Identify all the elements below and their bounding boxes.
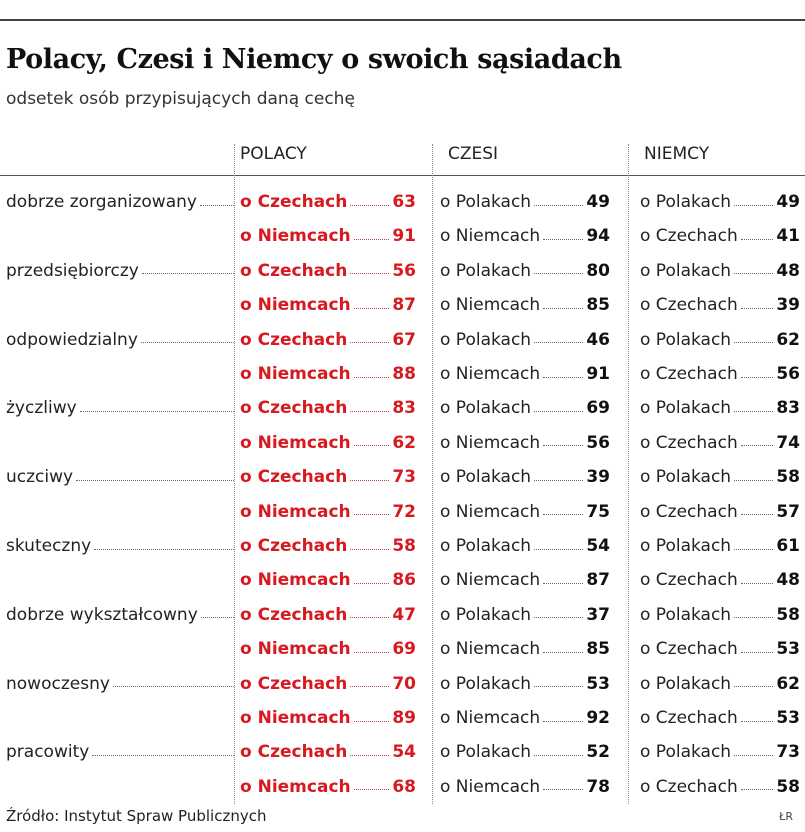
value-label: 85 — [586, 295, 610, 316]
subject-label: o Niemcach — [240, 432, 351, 453]
value-label: 54 — [392, 742, 416, 763]
subject-label: o Polakach — [440, 536, 532, 556]
value-label: 56 — [776, 364, 800, 384]
value-label: 87 — [586, 570, 610, 591]
czesi-cell — [440, 185, 610, 219]
value-label: 54 — [586, 536, 610, 556]
trait-cell — [6, 460, 234, 494]
polacy-cell — [240, 529, 416, 563]
dot-leader — [142, 273, 234, 274]
dot-leader — [741, 652, 774, 653]
dot-leader — [543, 239, 583, 240]
value-label: 48 — [776, 570, 800, 591]
dot-leader — [350, 755, 389, 756]
subject-label: o Czechach — [240, 673, 348, 694]
subject-label: o Czechach — [640, 364, 738, 384]
trait-cell — [6, 529, 234, 563]
subject-label: o Polakach — [440, 329, 532, 350]
value-label: 53 — [586, 673, 610, 694]
trait-label: odpowiedzialny — [6, 329, 138, 350]
subject-label: o Czechach — [240, 604, 348, 625]
subject-label: o Czechach — [640, 776, 738, 797]
value-label: 58 — [776, 776, 800, 797]
subject-label: o Polakach — [640, 398, 732, 419]
value-label: 53 — [776, 639, 800, 660]
value-label: 73 — [776, 742, 800, 763]
value-label: 58 — [392, 536, 416, 556]
table-row — [0, 770, 805, 804]
subject-label: o Polakach — [440, 673, 532, 694]
subject-label: o Czechach — [240, 742, 348, 763]
dot-leader — [543, 308, 583, 309]
subject-label: o Czechach — [240, 536, 348, 556]
dot-leader — [350, 342, 389, 343]
polacy-cell — [240, 460, 416, 494]
subject-label: o Niemcach — [440, 501, 541, 522]
niemcy-cell — [640, 391, 800, 425]
value-label: 85 — [586, 639, 610, 660]
dot-leader — [534, 755, 583, 756]
subject-label: o Czechach — [640, 432, 738, 453]
dot-leader — [534, 480, 583, 481]
value-label: 89 — [392, 708, 416, 728]
value-label: 39 — [776, 295, 800, 316]
subject-label: o Niemcach — [440, 776, 541, 797]
dot-leader — [741, 239, 774, 240]
polacy-cell — [240, 323, 416, 357]
czesi-cell — [440, 598, 610, 632]
value-label: 91 — [586, 364, 610, 384]
column-header-niemcy: NIEMCY — [644, 144, 710, 164]
niemcy-cell — [640, 667, 800, 701]
subject-label: o Niemcach — [240, 295, 351, 316]
czesi-cell — [440, 254, 610, 288]
value-label: 56 — [392, 260, 416, 281]
dot-leader — [734, 480, 773, 481]
dot-leader — [543, 583, 583, 584]
niemcy-cell — [640, 357, 800, 391]
niemcy-cell — [640, 770, 800, 804]
table-row — [0, 357, 805, 391]
dot-leader — [734, 411, 773, 412]
value-label: 74 — [776, 432, 800, 453]
polacy-cell — [240, 701, 416, 735]
dot-leader — [350, 273, 389, 274]
top-rule — [0, 19, 805, 21]
niemcy-cell — [640, 632, 800, 666]
dot-leader — [354, 239, 390, 240]
subject-label: o Czechach — [640, 501, 738, 522]
trait-label: dobrze wykształcowny — [6, 604, 198, 625]
value-label: 57 — [776, 501, 800, 522]
dot-leader — [543, 377, 583, 378]
value-label: 48 — [776, 260, 800, 281]
value-label: 58 — [776, 604, 800, 625]
czesi-cell — [440, 770, 610, 804]
table-row — [0, 288, 805, 322]
trait-cell — [6, 667, 234, 701]
value-label: 88 — [392, 364, 416, 384]
czesi-cell — [440, 460, 610, 494]
niemcy-cell — [640, 254, 800, 288]
value-label: 58 — [776, 467, 800, 488]
subject-label: o Czechach — [240, 329, 348, 350]
trait-cell — [6, 323, 234, 357]
dot-leader — [741, 514, 774, 515]
source-note: Źródło: Instytut Spraw Publicznych — [6, 807, 267, 825]
column-header-czesi: CZESI — [448, 144, 499, 164]
dot-leader — [734, 205, 773, 206]
niemcy-cell — [640, 735, 800, 769]
trait-cell — [6, 254, 234, 288]
dot-leader — [354, 308, 390, 309]
value-label: 47 — [392, 604, 416, 625]
credit: ŁR — [779, 810, 793, 823]
polacy-cell — [240, 357, 416, 391]
subject-label: o Czechach — [640, 226, 738, 247]
table-row — [0, 667, 805, 701]
value-label: 63 — [392, 192, 416, 212]
table-row — [0, 185, 805, 219]
dot-leader — [543, 514, 583, 515]
polacy-cell — [240, 288, 416, 322]
subject-label: o Niemcach — [440, 364, 541, 384]
dot-leader — [734, 342, 773, 343]
subject-label: o Polakach — [640, 329, 732, 350]
subject-label: o Niemcach — [240, 776, 351, 797]
trait-cell — [6, 391, 234, 425]
czesi-cell — [440, 357, 610, 391]
chart-title: Polacy, Czesi i Niemcy o swoich sąsiadach — [6, 44, 622, 75]
subject-label: o Niemcach — [240, 708, 351, 728]
czesi-cell — [440, 529, 610, 563]
dot-leader — [350, 617, 389, 618]
niemcy-cell — [640, 426, 800, 460]
value-label: 62 — [776, 329, 800, 350]
dot-leader — [354, 514, 390, 515]
polacy-cell — [240, 185, 416, 219]
polacy-cell — [240, 563, 416, 597]
value-label: 46 — [586, 329, 610, 350]
niemcy-cell — [640, 701, 800, 735]
dot-leader — [80, 411, 234, 412]
niemcy-cell — [640, 598, 800, 632]
subject-label: o Polakach — [640, 536, 732, 556]
chart-subtitle: odsetek osób przypisujących daną cechę — [6, 89, 355, 109]
table-row — [0, 254, 805, 288]
subject-label: o Niemcach — [240, 364, 351, 384]
trait-label: skuteczny — [6, 536, 92, 556]
value-label: 87 — [392, 295, 416, 316]
value-label: 37 — [586, 604, 610, 625]
dot-leader — [94, 549, 234, 550]
czesi-cell — [440, 391, 610, 425]
dot-leader — [350, 480, 389, 481]
value-label: 61 — [776, 536, 800, 556]
value-label: 83 — [776, 398, 800, 419]
value-label: 62 — [776, 673, 800, 694]
subject-label: o Czechach — [640, 295, 738, 316]
subject-label: o Polakach — [640, 192, 732, 212]
value-label: 41 — [776, 226, 800, 247]
trait-cell — [6, 598, 234, 632]
czesi-cell — [440, 495, 610, 529]
subject-label: o Polakach — [440, 604, 532, 625]
dot-leader — [534, 205, 583, 206]
subject-label: o Polakach — [640, 604, 732, 625]
polacy-cell — [240, 667, 416, 701]
subject-label: o Niemcach — [440, 708, 541, 728]
dot-leader — [534, 411, 583, 412]
polacy-cell — [240, 391, 416, 425]
value-label: 56 — [586, 432, 610, 453]
table-row — [0, 701, 805, 735]
trait-label: życzliwy — [6, 398, 77, 419]
subject-label: o Polakach — [440, 467, 532, 488]
subject-label: o Niemcach — [240, 226, 351, 247]
dot-leader — [354, 721, 390, 722]
czesi-cell — [440, 632, 610, 666]
subject-label: o Polakach — [640, 260, 732, 281]
table-row — [0, 426, 805, 460]
header-rule — [0, 175, 805, 176]
trait-label: dobrze zorganizowany — [6, 192, 197, 212]
value-label: 80 — [586, 260, 610, 281]
subject-label: o Czechach — [640, 708, 738, 728]
dot-leader — [350, 686, 389, 687]
dot-leader — [543, 721, 583, 722]
niemcy-cell — [640, 460, 800, 494]
subject-label: o Czechach — [240, 192, 348, 212]
value-label: 69 — [392, 639, 416, 660]
trait-label: nowoczesny — [6, 673, 110, 694]
value-label: 68 — [392, 776, 416, 797]
dot-leader — [350, 411, 389, 412]
dot-leader — [113, 686, 234, 687]
value-label: 75 — [586, 501, 610, 522]
niemcy-cell — [640, 219, 800, 253]
dot-leader — [734, 273, 773, 274]
dot-leader — [741, 721, 774, 722]
table-row — [0, 632, 805, 666]
dot-leader — [354, 789, 390, 790]
niemcy-cell — [640, 563, 800, 597]
subject-label: o Niemcach — [440, 639, 541, 660]
dot-leader — [543, 445, 583, 446]
niemcy-cell — [640, 495, 800, 529]
value-label: 92 — [586, 708, 610, 728]
value-label: 69 — [586, 398, 610, 419]
dot-leader — [141, 342, 234, 343]
value-label: 39 — [586, 467, 610, 488]
subject-label: o Polakach — [640, 467, 732, 488]
subject-label: o Niemcach — [440, 295, 541, 316]
table-row — [0, 495, 805, 529]
value-label: 49 — [776, 192, 800, 212]
column-header-polacy: POLACY — [240, 144, 307, 164]
table-row — [0, 460, 805, 494]
polacy-cell — [240, 219, 416, 253]
value-label: 70 — [392, 673, 416, 694]
dot-leader — [534, 273, 583, 274]
value-label: 78 — [586, 776, 610, 797]
niemcy-cell — [640, 323, 800, 357]
dot-leader — [354, 377, 390, 378]
polacy-cell — [240, 426, 416, 460]
subject-label: o Czechach — [240, 398, 348, 419]
value-label: 83 — [392, 398, 416, 419]
subject-label: o Polakach — [440, 260, 532, 281]
subject-label: o Niemcach — [440, 432, 541, 453]
value-label: 52 — [586, 742, 610, 763]
subject-label: o Niemcach — [240, 639, 351, 660]
value-label: 73 — [392, 467, 416, 488]
polacy-cell — [240, 735, 416, 769]
trait-cell — [6, 185, 234, 219]
subject-label: o Czechach — [640, 639, 738, 660]
subject-label: o Czechach — [240, 260, 348, 281]
table-row — [0, 735, 805, 769]
czesi-cell — [440, 323, 610, 357]
subject-label: o Niemcach — [440, 226, 541, 247]
niemcy-cell — [640, 185, 800, 219]
dot-leader — [92, 755, 234, 756]
value-label: 72 — [392, 501, 416, 522]
subject-label: o Polakach — [640, 742, 732, 763]
polacy-cell — [240, 495, 416, 529]
subject-label: o Niemcach — [240, 570, 351, 591]
table-row — [0, 323, 805, 357]
table-row — [0, 563, 805, 597]
subject-label: o Polakach — [440, 742, 532, 763]
table-row — [0, 391, 805, 425]
table-row — [0, 219, 805, 253]
czesi-cell — [440, 426, 610, 460]
dot-leader — [534, 549, 583, 550]
dot-leader — [734, 549, 773, 550]
value-label: 53 — [776, 708, 800, 728]
dot-leader — [201, 617, 234, 618]
subject-label: o Polakach — [640, 673, 732, 694]
trait-label: przedsiębiorczy — [6, 260, 139, 281]
dot-leader — [350, 205, 389, 206]
dot-leader — [741, 445, 774, 446]
niemcy-cell — [640, 529, 800, 563]
trait-label: uczciwy — [6, 467, 74, 488]
polacy-cell — [240, 598, 416, 632]
value-label: 62 — [392, 432, 416, 453]
dot-leader — [543, 789, 583, 790]
czesi-cell — [440, 219, 610, 253]
dot-leader — [534, 617, 583, 618]
dot-leader — [741, 583, 774, 584]
subject-label: o Niemcach — [440, 570, 541, 591]
dot-leader — [734, 686, 773, 687]
value-label: 94 — [586, 226, 610, 247]
polacy-cell — [240, 254, 416, 288]
czesi-cell — [440, 701, 610, 735]
polacy-cell — [240, 632, 416, 666]
trait-label: pracowity — [6, 742, 90, 763]
value-label: 86 — [392, 570, 416, 591]
value-label: 67 — [392, 329, 416, 350]
dot-leader — [200, 205, 234, 206]
dot-leader — [354, 445, 390, 446]
polacy-cell — [240, 770, 416, 804]
dot-leader — [534, 342, 583, 343]
subject-label: o Niemcach — [240, 501, 351, 522]
subject-label: o Czechach — [640, 570, 738, 591]
table-row — [0, 529, 805, 563]
czesi-cell — [440, 667, 610, 701]
dot-leader — [734, 617, 773, 618]
value-label: 91 — [392, 226, 416, 247]
dot-leader — [741, 789, 774, 790]
dot-leader — [76, 480, 234, 481]
dot-leader — [741, 308, 774, 309]
subject-label: o Czechach — [240, 467, 348, 488]
dot-leader — [741, 377, 774, 378]
dot-leader — [350, 549, 389, 550]
dot-leader — [734, 755, 773, 756]
subject-label: o Polakach — [440, 192, 532, 212]
dot-leader — [354, 652, 390, 653]
dot-leader — [354, 583, 390, 584]
trait-cell — [6, 735, 234, 769]
czesi-cell — [440, 563, 610, 597]
value-label: 49 — [586, 192, 610, 212]
subject-label: o Polakach — [440, 398, 532, 419]
dot-leader — [534, 686, 583, 687]
table-row — [0, 598, 805, 632]
czesi-cell — [440, 288, 610, 322]
czesi-cell — [440, 735, 610, 769]
dot-leader — [543, 652, 583, 653]
niemcy-cell — [640, 288, 800, 322]
